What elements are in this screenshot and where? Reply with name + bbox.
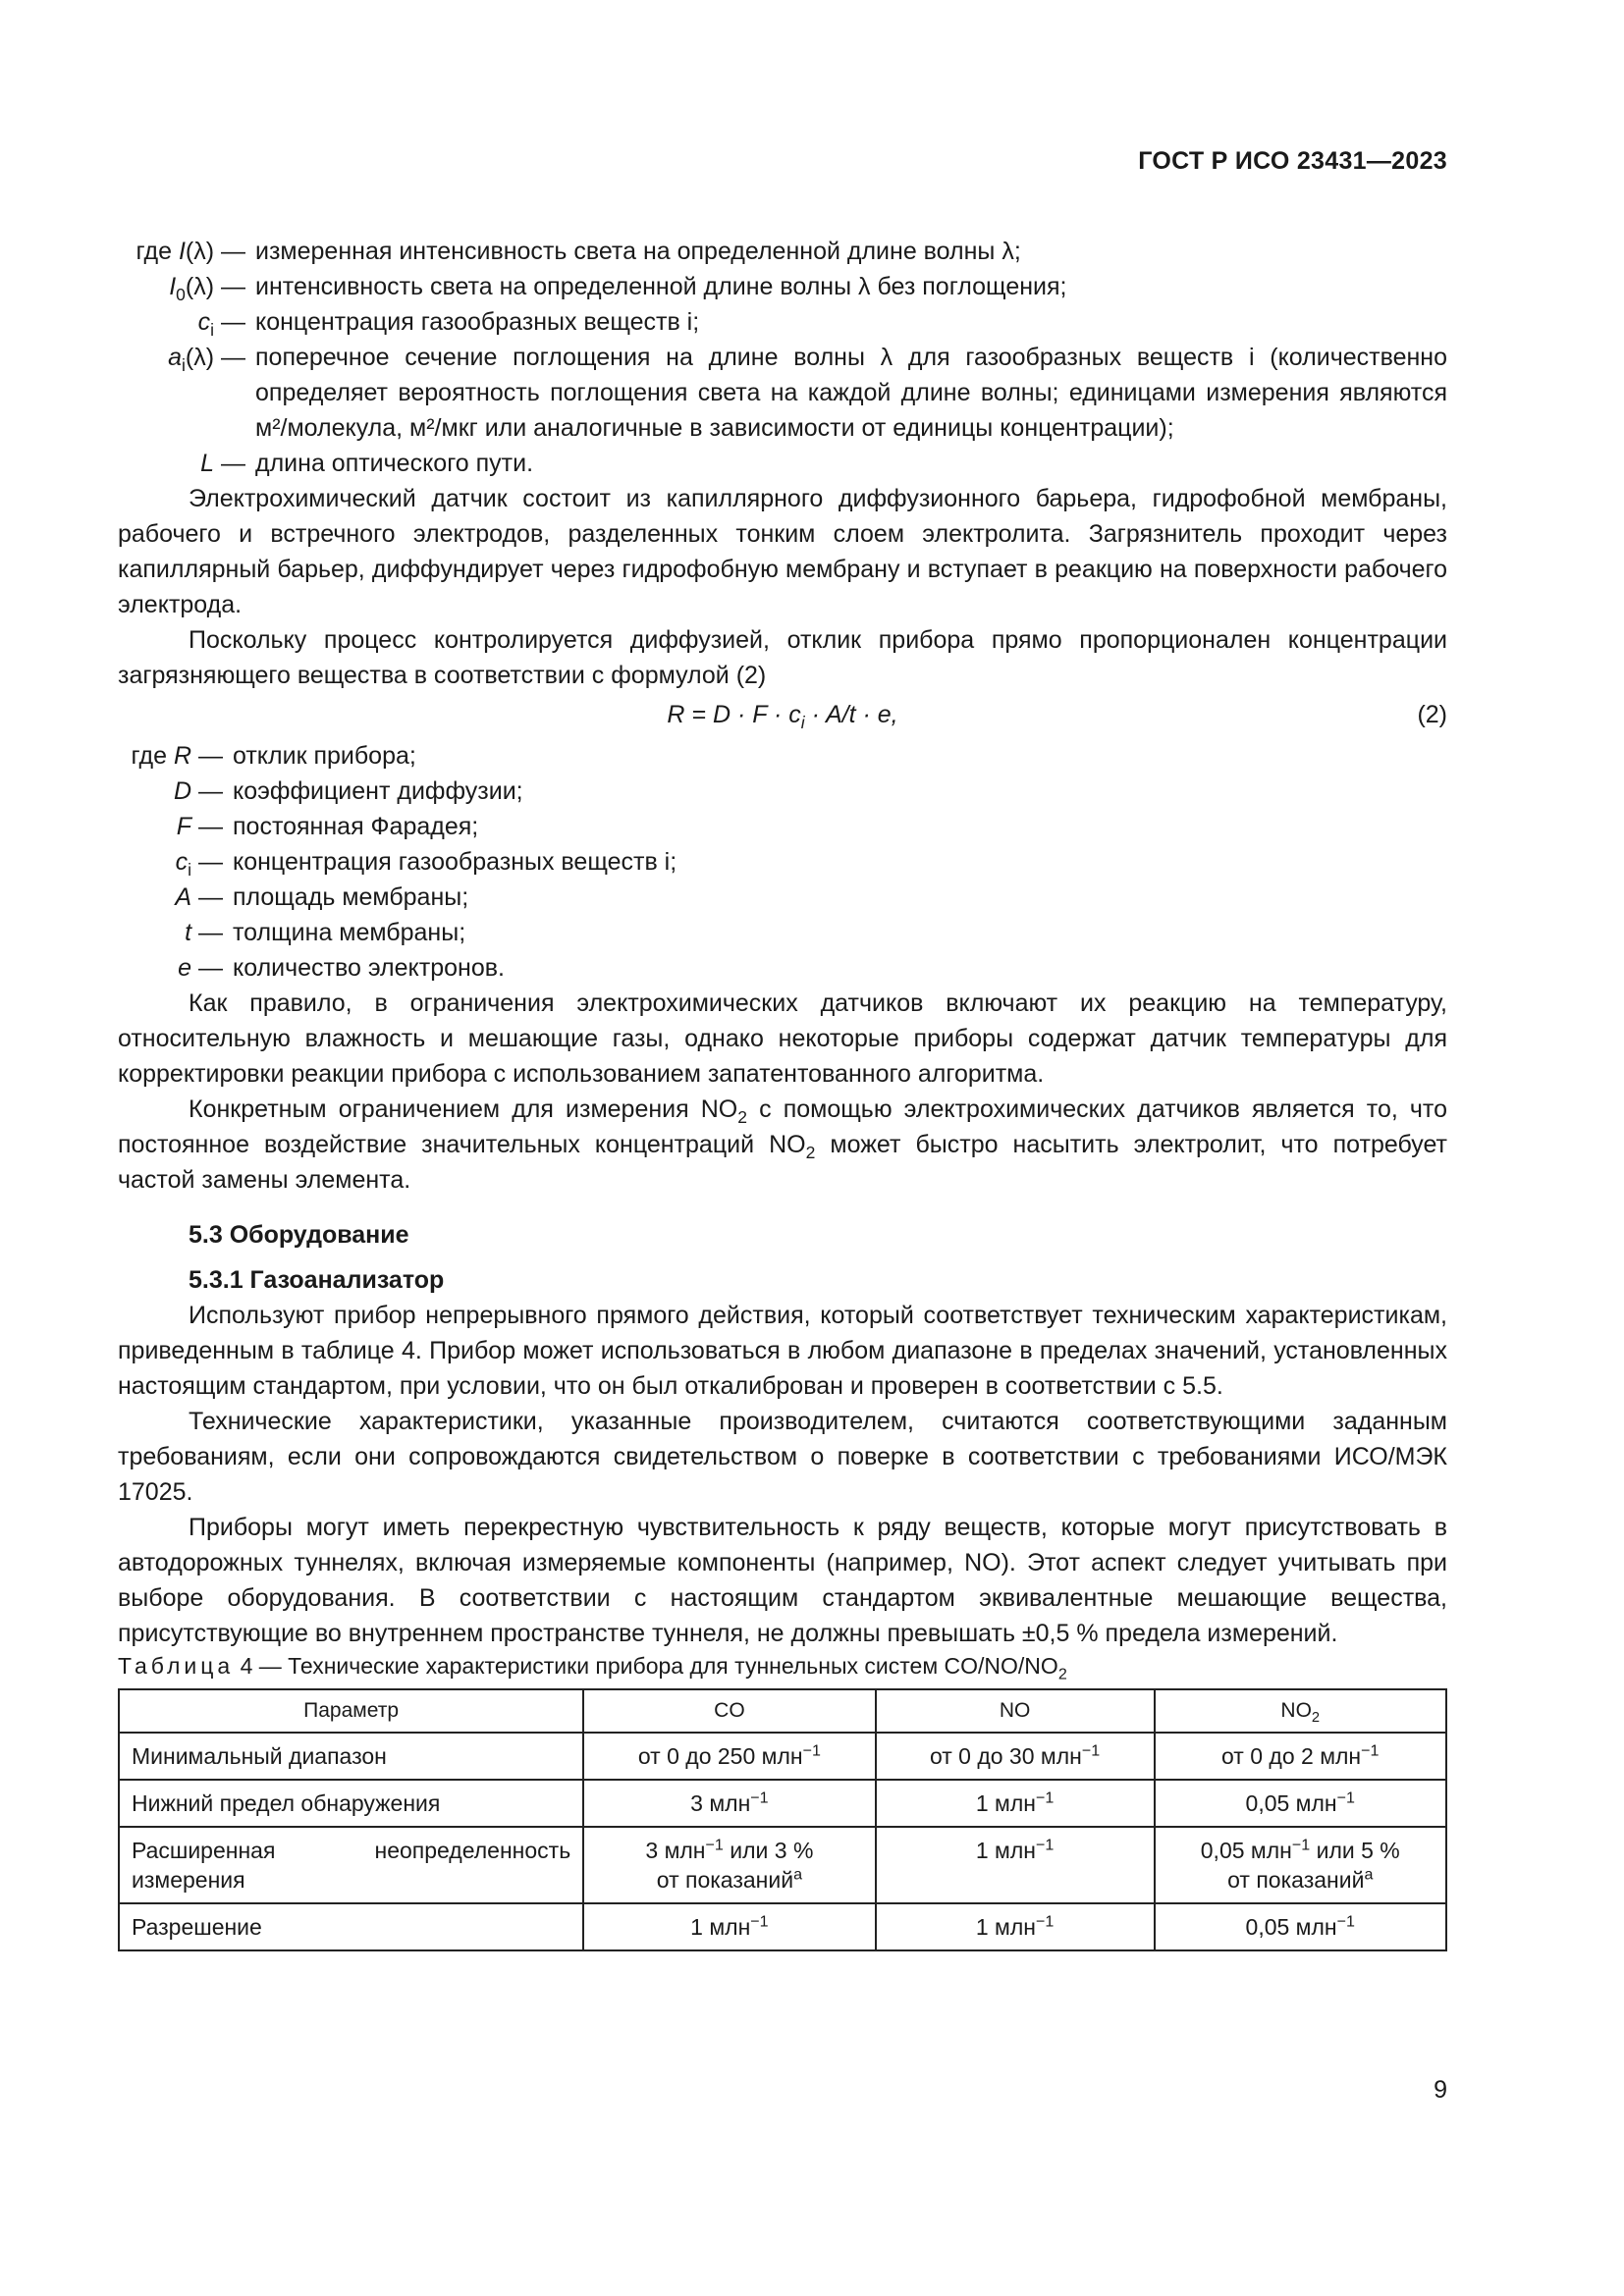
cell-parameter: Минимальный диапазон bbox=[119, 1733, 583, 1780]
definition-symbol: t — bbox=[185, 919, 223, 946]
table-caption: Таблица 4 — Технические характеристики прибора для туннельных систем $CO/NO/NO_2$ bbox=[118, 1653, 1067, 1683]
cell-no: 1 млн$^{-1}$ bbox=[876, 1903, 1155, 1950]
definition-text: концентрация газообразных веществ i; bbox=[255, 308, 700, 336]
definition-symbol: D — bbox=[173, 777, 223, 805]
definition-text: коэффициент диффузии; bbox=[233, 777, 523, 805]
cell-no: от 0 до 30 млн$^{-1}$ bbox=[876, 1733, 1155, 1780]
definition-text: интенсивность света на определенной длине волны λ без поглощения; bbox=[255, 273, 1067, 300]
footnote-marker: a bbox=[793, 1865, 803, 1884]
definition-symbol: L — bbox=[200, 450, 245, 477]
page-body bbox=[118, 234, 1447, 1951]
definition-symbol: $a_i(\lambda)$ — bbox=[168, 344, 245, 375]
definition-symbol: $c_i$ — bbox=[175, 848, 223, 880]
definition-item bbox=[118, 340, 1447, 446]
cell-co: 3 млн$^{-1}$ или 3 % от показаний$^a$ bbox=[583, 1827, 875, 1903]
table-row bbox=[119, 1780, 1446, 1827]
formula-number: (2) bbox=[1417, 701, 1447, 728]
definition-text: поперечное сечение поглощения на длине волны λ для газообразных веществ i (количественно определяет вероятность поглощения света на каждой длине волны; единицами измерения являются м²/молекула, м²/мкг или аналогичные в зависимости от единицы концентрации); bbox=[255, 344, 1447, 442]
paragraph-manufacturer-specs: Технические характеристики, указанные производителем, считаются соответствующими заданным требованиям, если они сопровождаются свидетельством о поверке в соответствии с требованиями ИСО/МЭК 17025. bbox=[118, 1408, 1447, 1506]
definition-text: количество электронов. bbox=[233, 954, 505, 982]
cell-parameter: Расширенная неопределенность измерения bbox=[119, 1827, 583, 1903]
page-number: 9 bbox=[1434, 2076, 1447, 2104]
table-header-row bbox=[119, 1689, 1446, 1733]
section-heading-5-3: 5.3 Оборудование bbox=[189, 1221, 409, 1249]
cell-no: 1 млн$^{-1}$ bbox=[876, 1780, 1155, 1827]
definition-text: отклик прибора; bbox=[233, 742, 416, 770]
header-parameter: Параметр bbox=[119, 1689, 583, 1733]
cell-co: 1 млн$^{-1}$ bbox=[583, 1903, 875, 1950]
definition-item bbox=[118, 269, 1447, 304]
definition-symbol: где I(λ) — bbox=[135, 238, 245, 265]
table-row bbox=[119, 1903, 1446, 1950]
formula-expression: $R = D \cdot F \cdot c_i \cdot A/t \cdot e$, bbox=[667, 701, 898, 732]
definition-text: толщина мембраны; bbox=[233, 919, 466, 946]
cell-parameter: Разрешение bbox=[119, 1903, 583, 1950]
definitions-list-2 bbox=[118, 738, 1447, 986]
definition-item bbox=[118, 738, 1447, 774]
cell-no2: от 0 до 2 млн$^{-1}$ bbox=[1155, 1733, 1446, 1780]
specifications-table bbox=[118, 1688, 1447, 1951]
paragraph-sensor: Электрохимический датчик состоит из капиллярного диффузионного барьера, гидрофобной мембраны, рабочего и встречного электродов, разделенных тонким слоем электролита. Загрязнитель проходит через капиллярный барьер, диффундирует через гидрофобную мембрану и вступает в реакцию на поверхности рабочего электрода. bbox=[118, 485, 1447, 618]
cell-co: от 0 до 250 млн$^{-1}$ bbox=[583, 1733, 875, 1780]
definitions-list-1 bbox=[118, 234, 1447, 481]
definition-item bbox=[118, 234, 1447, 269]
table-row bbox=[119, 1827, 1446, 1903]
cell-no2: 0,05 млн$^{-1}$ bbox=[1155, 1903, 1446, 1950]
cell-no2: 0,05 млн$^{-1}$ bbox=[1155, 1780, 1446, 1827]
definition-item bbox=[118, 915, 1447, 950]
header-co: CO bbox=[583, 1689, 875, 1733]
definition-item bbox=[118, 809, 1447, 844]
definition-symbol: $I_0(\lambda)$ — bbox=[169, 273, 245, 304]
footnote-marker: a bbox=[1364, 1865, 1374, 1884]
document-header-id: ГОСТ Р ИСО 23431—2023 bbox=[1138, 147, 1447, 175]
cell-no: 1 млн$^{-1}$ bbox=[876, 1827, 1155, 1903]
paragraph-cross-sensitivity: Приборы могут иметь перекрестную чувствительность к ряду веществ, которые могут присутствовать в автодорожных туннелях, включая измеряемые компоненты (например, NO). Этот аспект следует учитывать при выборе оборудования. В соответствии с настоящим стандартом эквивалентные мешающие вещества, присутствующие во внутреннем пространстве туннеля, не должны превышать ±0,5 % предела измерений. bbox=[118, 1514, 1447, 1647]
definition-text: измеренная интенсивность света на определенной длине волны λ; bbox=[255, 238, 1021, 265]
definition-text: длина оптического пути. bbox=[255, 450, 534, 477]
definition-item bbox=[118, 880, 1447, 915]
definition-item bbox=[118, 950, 1447, 986]
definition-item bbox=[118, 304, 1447, 340]
table-row bbox=[119, 1733, 1446, 1780]
definition-item bbox=[118, 844, 1447, 880]
definition-item bbox=[118, 774, 1447, 809]
paragraph-no2: Конкретным ограничением для измерения $NO_2$ с помощью электрохимических датчиков является то, что постоянное воздействие значительных концентраций $NO_2$ может быстро насытить электролит, что потребует частой замены элемента. bbox=[118, 1095, 1447, 1194]
definition-symbol: A — bbox=[175, 883, 223, 911]
definition-text: постоянная Фарадея; bbox=[233, 813, 479, 840]
cell-co: 3 млн$^{-1}$ bbox=[583, 1780, 875, 1827]
header-no2: $NO_2$ bbox=[1155, 1689, 1446, 1733]
paragraph-diffusion: Поскольку процесс контролируется диффузией, отклик прибора прямо пропорционален концентрации загрязняющего вещества в соответствии с формулой (2) bbox=[118, 626, 1447, 689]
definition-symbol: e — bbox=[178, 954, 223, 982]
section-heading-5-3-1: 5.3.1 Газоанализатор bbox=[189, 1266, 445, 1294]
header-no: NO bbox=[876, 1689, 1155, 1733]
definition-item bbox=[118, 446, 1447, 481]
paragraph-analyzer: Используют прибор непрерывного прямого действия, который соответствует техническим характеристикам, приведенным в таблице 4. Прибор может использоваться в любом диапазоне в пределах значений, установленных настоящим стандартом, при условии, что он был откалиброван и проверен в соответствии с 5.5. bbox=[118, 1302, 1447, 1400]
paragraph-limits: Как правило, в ограничения электрохимических датчиков включают их реакцию на температуру, относительную влажность и мешающие газы, однако некоторые приборы содержат датчик температуры для корректировки реакции прибора с использованием запатентованного алгоритма. bbox=[118, 989, 1447, 1088]
definition-text: концентрация газообразных веществ i; bbox=[233, 848, 677, 876]
definition-symbol: $c_i$ — bbox=[197, 308, 245, 340]
definition-symbol: где R — bbox=[131, 742, 223, 770]
definition-symbol: F — bbox=[176, 813, 223, 840]
formula-2 bbox=[118, 697, 1447, 732]
definition-text: площадь мембраны; bbox=[233, 883, 469, 911]
cell-parameter: Нижний предел обнаружения bbox=[119, 1780, 583, 1827]
cell-no2: 0,05 млн$^{-1}$ или 5 % от показаний$^a$ bbox=[1155, 1827, 1446, 1903]
